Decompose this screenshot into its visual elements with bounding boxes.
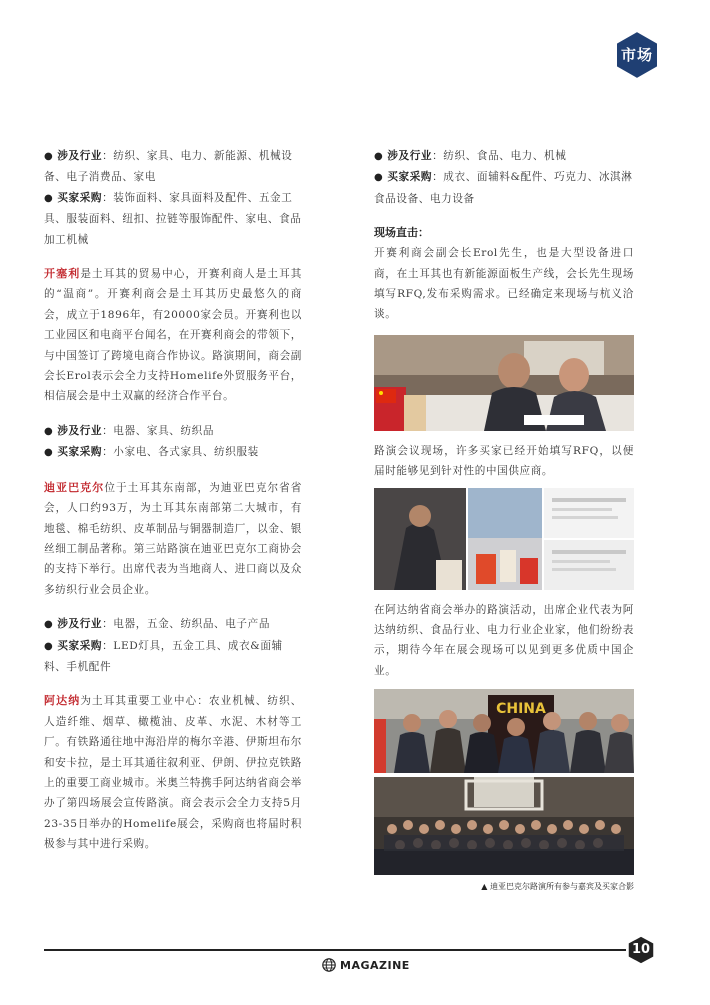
- buyers-label: 买家采购: [387, 171, 433, 184]
- right-column: [374, 146, 634, 892]
- photo-diyarbakir-group: [374, 777, 634, 875]
- page-number-badge: [626, 935, 656, 965]
- bullet-icon: ●: [374, 151, 384, 162]
- photo-meeting-collage: [374, 488, 634, 590]
- kayseri-paragraph: [44, 264, 302, 407]
- footer-rule: [44, 949, 626, 951]
- buyers-text: ：装饰面料、家具面料及配件、五金工具、服装面料、纽扣、拉链等服饰配件、家电、食品加工机械: [44, 191, 302, 246]
- buyers-line: [44, 636, 302, 678]
- buyers-line: [44, 442, 302, 463]
- industries-line: [374, 146, 634, 167]
- city-name-adana: 阿达纳: [44, 694, 81, 708]
- section-label: 市场: [620, 46, 653, 64]
- photo-adana-group: [374, 689, 634, 773]
- live-report-heading: 现场直击：: [374, 226, 429, 240]
- industries-text: ：纺织、食品、电力、机械: [432, 150, 567, 162]
- industries-label: 涉及行业: [387, 150, 433, 162]
- buyers-text: ：小家电、各式家具、纺织服装: [102, 446, 259, 459]
- bullet-icon: ●: [44, 151, 54, 162]
- buyers-label: 买家采购: [57, 446, 103, 459]
- adana-paragraph: [44, 691, 302, 854]
- city-name-kayseri: 开塞利: [44, 267, 81, 281]
- industries-line: [44, 421, 302, 442]
- bullet-icon: ●: [44, 640, 54, 652]
- kayseri-info-block: [44, 146, 302, 250]
- bullet-icon: ●: [44, 192, 54, 204]
- industries-line: [44, 146, 302, 188]
- industries-line: [44, 614, 302, 635]
- diyarbakir-text: 位于土耳其东南部，为迪亚巴克尔省省会，人口约93万，为土耳其东南部第二大城市，有地毯、棉毛纺织、皮革制品与铜器制造厂，以金、银丝细工制品著称。第三站路演在迪亚巴克尔工商协会的支持下举行。出席代表为当地商人、进口商以及众多纺织行业会员企业。: [44, 481, 302, 596]
- bullet-icon: ●: [374, 172, 384, 184]
- industries-label: 涉及行业: [57, 424, 103, 437]
- adana-right-info-block: [374, 146, 634, 209]
- section-badge: [612, 30, 662, 80]
- live-report-text: 开赛利商会副会长Erol先生，也是大型设备进口商，在土耳其也有新能源面板生产线，会长先生现场填写RFQ,发布采购需求。已经确定来现场与杭义洽谈。: [374, 247, 634, 321]
- buyers-line: [374, 167, 634, 209]
- photo-signing: [374, 335, 634, 431]
- industries-label: 涉及行业: [57, 618, 103, 631]
- adana-event-caption: 在阿达纳省商会举办的路演活动，出席企业代表为阿达纳纺织、食品行业、电力行业企业家，他们纷纷表示，期待今年在展会现场可以见到更多优质中国企业。: [374, 603, 634, 677]
- buyers-text: ：成衣、面辅料&配件、巧克力、冰淇淋食品设备、电力设备: [374, 171, 633, 205]
- bullet-icon: ●: [44, 425, 54, 437]
- adana-text: 为土耳其重要工业中心：农业机械、纺织、人造纤维、烟草、橄榄油、皮革、水泥、木材等工厂。有铁路通往地中海沿岸的梅尔辛港、伊斯坦布尔和安卡拉，是土耳其通往叙利亚、伊朗、伊拉克铁路上的重要工商业城市。米奥兰特携手阿达纳省商会举办了第四场展会宣传路演。商会表示会全力支持5月23-35日举办的Homelife展会，采购商也将届时积极参与其中进行采购。: [44, 695, 302, 851]
- buyers-line: [44, 188, 302, 250]
- diyarbakir-paragraph: [44, 478, 302, 600]
- industries-label: 涉及行业: [57, 150, 103, 162]
- bullet-icon: ●: [44, 619, 54, 631]
- city-name-diyarbakir: 迪亚巴克尔: [44, 480, 105, 494]
- industries-text: ：纺织、家具、电力、新能源、机械设备、电子消费品、家电: [44, 150, 293, 184]
- buyers-label: 买家采购: [57, 191, 103, 204]
- china-banner-text: CHINA: [496, 701, 546, 718]
- industries-text: ：电器，五金、纺织品、电子产品: [102, 618, 271, 631]
- kayseri-text: 是土耳其的贸易中心，开赛利商人是土耳其的“温商”。开赛利商会是土耳其历史最悠久的商会，成立于1896年，有20000家会员。开赛利也以工业园区和电商平台闻名，在开赛利商会的带领下，与中国签订了跨境电商合作协议。路演期间，商会副会长Erol表示会全力支持Homelife外贸服务平台，相信展会是中土双赢的经济合作平台。: [44, 268, 302, 403]
- meeting-caption: 路演会议现场，许多买家已经开始填写RFQ，以便届时能够见到针对性的中国供应商。: [374, 444, 634, 478]
- magazine-wordmark: MAGAZINE: [340, 958, 410, 972]
- left-column: [44, 146, 302, 855]
- group-photo-caption: ▲ 迪亚巴克尔路演所有参与嘉宾及买家合影: [481, 882, 634, 892]
- buyers-label: 买家采购: [57, 639, 103, 652]
- industries-text: ：电器、家具、纺织品: [102, 424, 215, 437]
- bullet-icon: ●: [44, 447, 54, 459]
- adana-info-block: [44, 614, 302, 677]
- globe-icon: [322, 958, 336, 972]
- magazine-logo: [322, 957, 410, 973]
- buyers-text: ：LED灯具，五金工具、成衣&面辅料、手机配件: [44, 639, 283, 673]
- page-number: 10: [631, 942, 651, 957]
- diyarbakir-info-block: [44, 421, 302, 464]
